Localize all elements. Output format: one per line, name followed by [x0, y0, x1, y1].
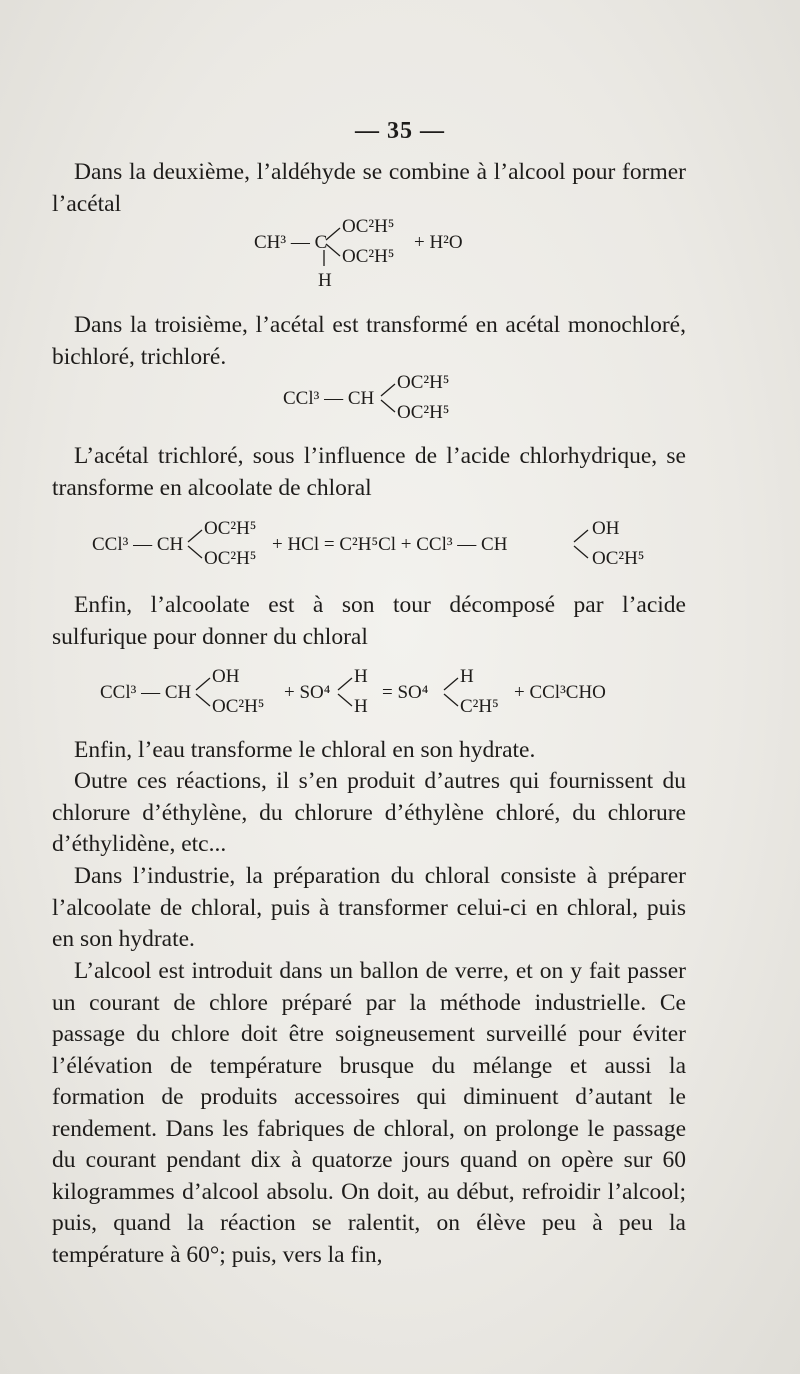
page-number: — 35 —	[355, 118, 445, 144]
formula-chloral-top2: H	[354, 666, 368, 687]
formula-chloral-middle2: = SO⁴	[382, 682, 429, 703]
formula-chloral-bottom: OC²H⁵	[212, 696, 265, 717]
formula-chloral-bottom2: H	[354, 696, 368, 717]
formula-trichloro-acetal-left: CCl³ — CH	[283, 388, 375, 409]
formula-acetal-top: OC²H⁵	[342, 216, 395, 237]
paragraph-3: L’acétal trichloré, sous l’influence de l’acide chlorhydrique, se transforme en alcoolate de chloral	[52, 443, 686, 501]
formula-chloral-left: CCl³ — CH	[100, 682, 192, 703]
paragraph-2: Dans la troisième, l’acétal est transformé en acétal monochloré, bichloré, trichloré.	[52, 312, 686, 370]
formula-alcoolate-bottom2: OC²H⁵	[592, 548, 645, 569]
formula-acetal-right: + H²O	[414, 232, 463, 253]
formula-alcoolate-top: OC²H⁵	[204, 518, 257, 539]
formula-trichloro-acetal-top: OC²H⁵	[397, 372, 450, 393]
formula-chloral-middle: + SO⁴	[284, 682, 331, 703]
paragraph-6: Outre ces réactions, il s’en produit d’autres qui fournissent du chlorure d’éthylène, du chlorure d’éthylène chloré, du chlorure d’éthylidène, etc...	[52, 768, 686, 857]
formula-acetal-bottom: OC²H⁵	[342, 246, 395, 267]
formula-alcoolate-left: CCl³ — CH	[92, 534, 184, 555]
formula-chloral-bottom3: C²H⁵	[460, 696, 499, 717]
paragraph-7: Dans l’industrie, la préparation du chloral consiste à préparer l’alcoolate de chloral, puis à transformer celui-ci en chloral, puis en son hydrate.	[52, 863, 686, 952]
formula-chloral-top3: H	[460, 666, 474, 687]
formula-chloral-right: + CCl³CHO	[514, 682, 606, 703]
paragraph-5: Enfin, l’eau transforme le chloral en son hydrate.	[74, 737, 536, 763]
formula-acetal-below: H	[318, 270, 332, 291]
paragraph-4: Enfin, l’alcoolate est à son tour décomposé par l’acide sulfurique pour donner du chloral	[52, 592, 686, 650]
formula-chloral-top: OH	[212, 666, 240, 687]
formula-trichloro-acetal-bottom: OC²H⁵	[397, 402, 450, 423]
formula-acetal-left: CH³ — C	[254, 232, 328, 253]
formula-alcoolate-top2: OH	[592, 518, 620, 539]
paragraph-8: L’alcool est introduit dans un ballon de verre, et on y fait passer un courant de chlore préparé par la méthode industrielle. Ce passage du chlore doit être soigneusement surveillé pour éviter l’élévation de température brusque du mélange et aussi la formation de produits accessoires qui diminuent d’autant le rendement. Dans les fabriques de chloral, on prolonge le passage du courant pendant dix à quatorze jours quand on opère sur 60 kilogrammes d’alcool absolu. On doit, au début, refroidir l’alcool; puis, quand la réaction se ralentit, on élève peu à peu la température à 60°; puis, vers la fin,	[52, 958, 686, 1268]
formula-alcoolate-middle: + HCl = C²H⁵Cl + CCl³ — CH	[272, 534, 508, 555]
paragraph-1: Dans la deuxième, l’aldéhyde se combine à l’alcool pour former l’acétal	[52, 159, 686, 217]
formula-alcoolate-bottom: OC²H⁵	[204, 548, 257, 569]
